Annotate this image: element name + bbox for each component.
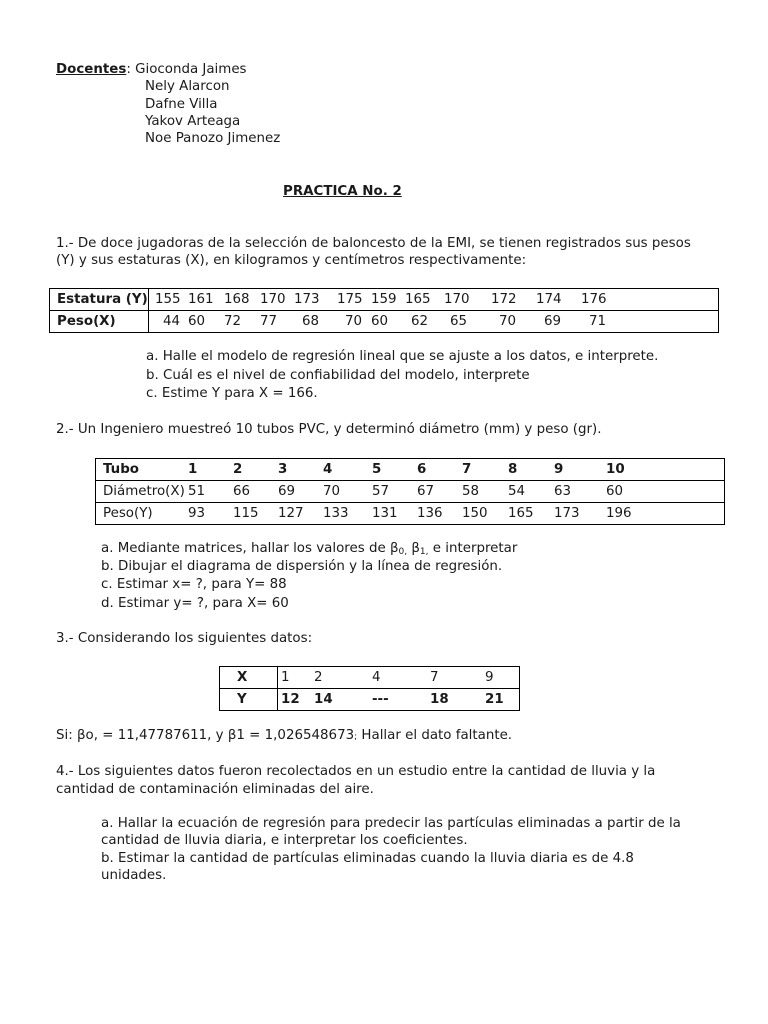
table-cell: 70 [323,481,372,503]
table-cell: 172 [491,292,517,307]
table-cell: 72 [224,311,260,333]
table-cell: 127 [278,503,323,525]
table-cell: 62 [405,311,444,333]
table-cell: 131 [372,503,417,525]
table-cell: 58 [462,481,508,503]
problem-4-item-b: b. Estimar la cantidad de partículas eliminadas cuando la lluvia diaria es de 4.8 [101,851,634,866]
problem-3-text: 3.- Considerando los siguientes datos: [56,631,313,646]
table-cell: 77 [260,311,294,333]
teacher-name: Nely Alarcon [145,79,230,94]
row-header-diametro: Diámetro(X) [96,481,189,503]
table-cell: 70 [491,311,536,333]
table-cell: 3 [278,462,288,477]
table-cell: 7 [430,670,439,685]
table-cell: 1 [281,670,290,685]
table-cell: 1 [188,462,198,477]
problem-1-text: (Y) y sus estaturas (X), en kilogramos y centímetros respectivamente: [56,253,527,268]
problem-1-item-b: b. Cuál es el nivel de confiabilidad del modelo, interprete [146,368,530,383]
table-cell: 21 [477,689,520,711]
condition-question: Hallar el dato faltante. [357,728,513,743]
teacher-name: Noe Panozo Jimenez [145,131,281,146]
row-header-estatura: Estatura (Y) [50,289,149,311]
problem-4-item-a: a. Hallar la ecuación de regresión para predecir las partículas eliminadas a partir de la [101,816,681,831]
table-cell: 176 [581,292,607,307]
problem-2-item-c: c. Estimar x= ?, para Y= 88 [101,577,287,592]
teacher-name: Yakov Arteaga [145,114,241,129]
table-cell: 136 [417,503,462,525]
table-cell: 60 [188,311,224,333]
beta1-subscript: 1, [419,547,429,557]
table-cell: 12 [278,689,304,711]
table-cell: 165 [405,292,431,307]
problem-3-condition [56,728,512,743]
table-row [96,481,725,503]
teacher-name: Dafne Villa [145,97,218,112]
table-cell: 173 [554,503,606,525]
page-title: PRACTICA No. 2 [283,184,402,199]
table-cell: 174 [536,292,562,307]
problem-4-text: 4.- Los siguientes datos fueron recolectados en un estudio entre la cantidad de lluvia y la [56,764,656,779]
table-cell: 54 [508,481,554,503]
item-a-end: e interpretar [428,541,518,556]
table-cell: 65 [444,311,491,333]
problem-4-text: cantidad de contaminación eliminadas del aire. [56,782,374,797]
table-cell: 60 [371,311,405,333]
table-cell: 150 [462,503,508,525]
table-cell: 93 [188,503,233,525]
table-row [220,667,520,689]
table-row [96,459,725,481]
table-row [50,311,719,333]
table-cell: 69 [536,311,581,333]
row-header-peso: Peso(Y) [96,503,189,525]
table-cell: 14 [303,689,359,711]
table-cell: 5 [372,462,382,477]
table-cell: 7 [462,462,472,477]
docentes-colon: : [126,62,131,77]
row-header-tubo: Tubo [103,462,139,477]
table-cell: 66 [233,481,278,503]
table-cell: 159 [371,292,397,307]
table-cell: --- [359,689,418,711]
table-cell: 44 [149,311,189,333]
table-cell: 10 [606,462,625,477]
table-cell: 71 [581,311,719,333]
table-cell: 170 [444,292,470,307]
problem-1-item-c: c. Estime Y para X = 166. [146,386,318,401]
problem-4-item-b-cont: unidades. [101,868,167,883]
table-cell: 8 [508,462,518,477]
table-cell: 175 [337,292,363,307]
row-header-peso: Peso(X) [50,311,149,333]
table-cell: 115 [233,503,278,525]
table-cell: 67 [417,481,462,503]
docentes-label: Docentes [56,62,127,77]
problem-2-text: 2.- Un Ingeniero muestreó 10 tubos PVC, y determinó diámetro (mm) y peso (gr). [56,422,602,437]
table-cell: 4 [323,462,333,477]
problem-2-item-d: d. Estimar y= ?, para X= 60 [101,596,289,611]
table-cell: 165 [508,503,554,525]
xy-table [219,666,520,711]
row-header-x: X [220,667,278,689]
table-cell: 133 [323,503,372,525]
table-row [96,503,725,525]
table-cell: 63 [554,481,606,503]
table-cell: 161 [188,292,214,307]
table-cell: 9 [554,462,564,477]
problem-2-item-b: b. Dibujar el diagrama de dispersión y la línea de regresión. [101,559,503,574]
table-cell: 2 [314,670,323,685]
table-cell: 170 [260,292,286,307]
table-cell: 173 [294,292,320,307]
problem-1-text: 1.- De doce jugadoras de la selección de baloncesto de la EMI, se tienen registrados sus pesos [56,236,691,251]
teacher-name: Gioconda Jaimes [135,62,247,77]
table-cell: 9 [485,670,494,685]
problem-1-item-a: a. Halle el modelo de regresión lineal que se ajuste a los datos, e interprete. [146,349,659,364]
table-row [50,289,719,311]
table-cell: 6 [417,462,427,477]
table-row [220,689,520,711]
row-header-y: Y [220,689,278,711]
table-cell: 69 [278,481,323,503]
item-a-text: a. Mediante matrices, hallar los valores de β [101,541,399,556]
problem-2-item-a [101,541,517,557]
condition-separator: ; [354,732,358,742]
table-cell: 2 [233,462,243,477]
tubo-table [95,458,725,525]
table-cell: 68 [294,311,337,333]
beta1-symbol: β [407,541,420,556]
condition-values: Si: βo, = 11,47787611, y β1 = 1,026548673 [56,728,355,743]
beta0-subscript: 0, [398,547,408,557]
table-cell: 4 [372,670,381,685]
table-cell: 57 [372,481,417,503]
table-cell: 18 [418,689,477,711]
table-cell: 60 [606,481,725,503]
table-cell: 155 [155,292,181,307]
estatura-peso-table [49,288,719,333]
table-cell: 51 [188,481,233,503]
table-cell: 196 [606,503,725,525]
table-cell: 70 [337,311,371,333]
table-cell: 168 [224,292,250,307]
docentes-line [56,62,247,77]
problem-4-item-a-cont: cantidad de lluvia diaria, e interpretar los coeficientes. [101,833,468,848]
